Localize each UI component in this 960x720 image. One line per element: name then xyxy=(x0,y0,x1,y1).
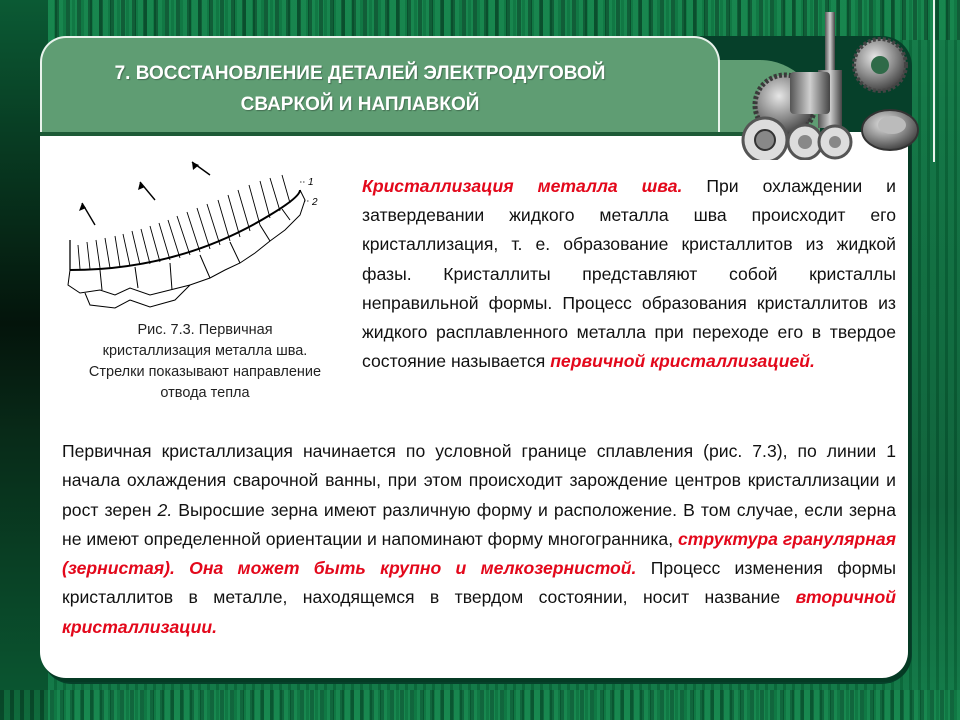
paragraph-lead-term: Кристаллизация металла шва. xyxy=(362,176,683,196)
paragraph-body-2: Выросшие зерна имеют различную форму и расположение. В том случае, если зерна не имеют определенной ориентации и напоминают форму многогранника, xyxy=(62,499,897,549)
header-divider xyxy=(40,132,840,136)
decorative-line xyxy=(933,0,935,162)
figure-caption xyxy=(60,320,350,404)
caption-line: кристаллизация металла шва. xyxy=(102,343,308,359)
secondary-crystallization-term: вторичной кристаллизации. xyxy=(62,587,896,637)
paragraph-body-1: Первичная кристаллизация начинается по условной границе сплавления (рис. 7.3), по линии 1 начала охлаждения сварочной ванны, при этом происходит зарождение центров кристаллизации и рост зерен xyxy=(62,441,896,520)
primary-crystallization-term: первичной кристаллизацией. xyxy=(550,351,815,372)
crystallization-paragraph xyxy=(362,172,896,376)
paragraph-body: При охлаждении и затвердевании жидкого металла шва происходит его кристаллизация, т. е. образование кристаллитов из жидкой фазы. Кристаллиты представляют собой кристаллы неправильной формы. Процесс образования кристаллитов из жидкого расплавленного металла при переходе его в твердое состояние называется xyxy=(362,176,896,372)
background-texture-bottom xyxy=(0,690,960,720)
gears-bearings-icon xyxy=(730,10,930,160)
caption-line: Рис. 7.3. Первичная xyxy=(137,322,273,338)
grain-reference: 2. xyxy=(157,499,173,520)
slide-title xyxy=(60,58,660,120)
granular-structure-term: структура гранулярная (зернистая). Она может быть крупно и мелкозернистой. xyxy=(62,528,896,579)
paragraph-body-3: Процесс изменения формы кристаллитов в металле, находящемся в твердом состоянии, носит название xyxy=(62,558,896,608)
title-line-2: СВАРКОЙ И НАПЛАВКОЙ xyxy=(240,94,480,115)
crystallization-figure xyxy=(60,145,350,315)
primary-crystallization-paragraph xyxy=(62,437,896,642)
title-line-1: 7. ВОССТАНОВЛЕНИЕ ДЕТАЛЕЙ ЭЛЕКТРОДУГОВОЙ xyxy=(114,63,606,84)
figure-label-2: 2 xyxy=(312,197,318,208)
caption-line: Стрелки показывают направление xyxy=(88,364,322,380)
caption-line: отвода тепла xyxy=(160,385,250,401)
figure-label-1: 1 xyxy=(308,177,314,188)
